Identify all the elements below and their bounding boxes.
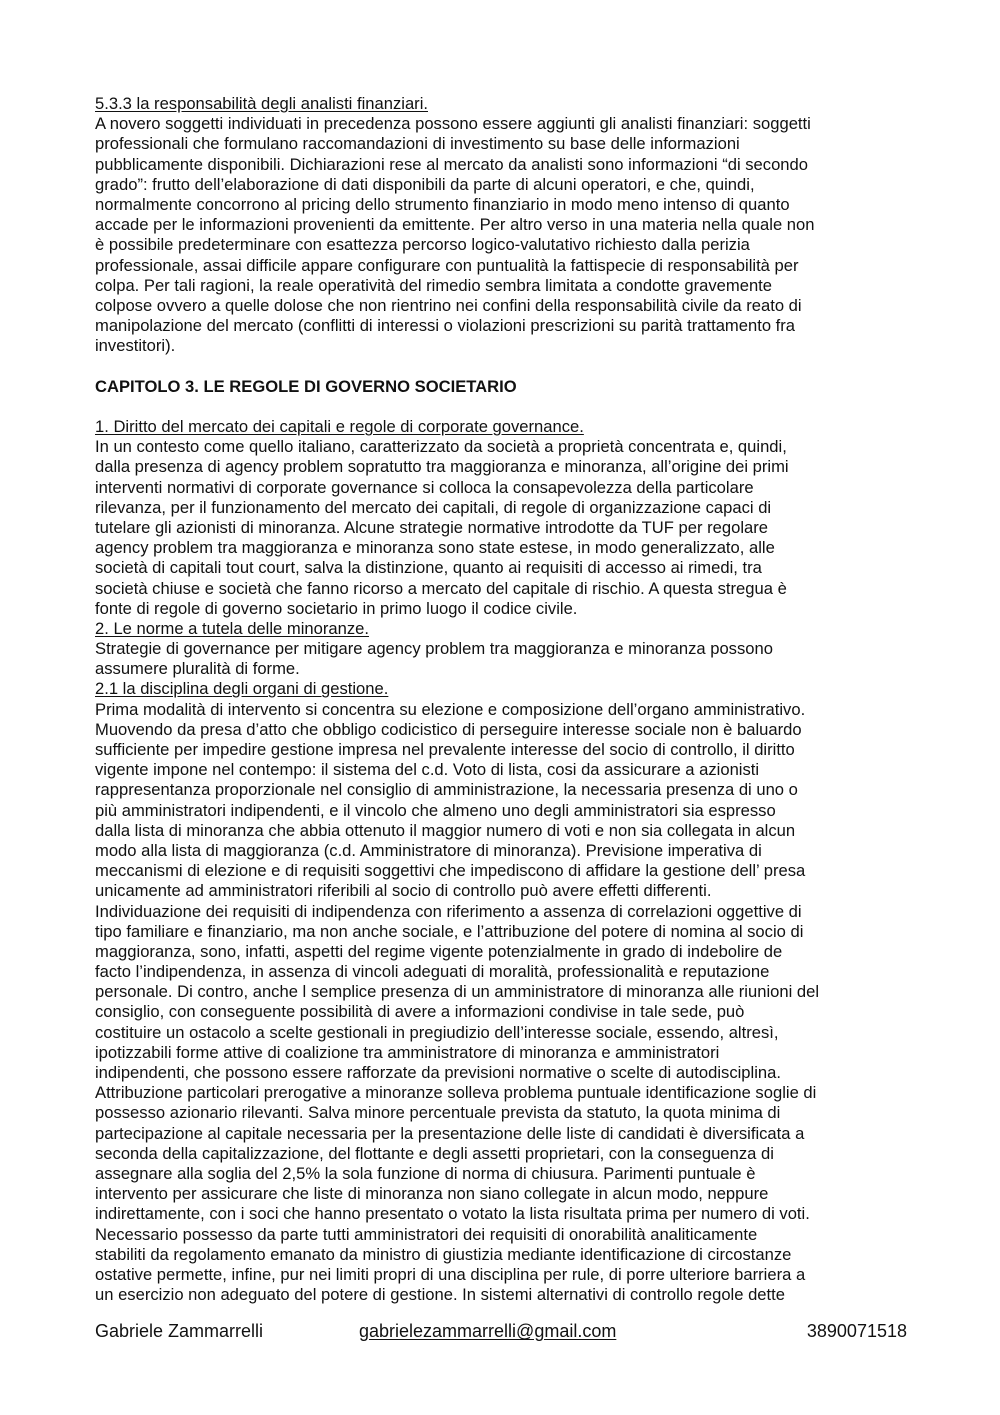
text-line: consiglio, con conseguente possibilità di avere a informazioni condivise in tale sede, può <box>95 1002 745 1022</box>
page-footer <box>95 1321 907 1345</box>
text-line: partecipazione al capitale necessaria per la presentazione delle liste di candidati è diversificata a <box>95 1123 805 1143</box>
text-line: rappresentanza proporzionale nel consiglio di amministrazione, la necessaria presenza di uno o <box>95 780 798 800</box>
text-line: professionali che formulano raccomandazioni di investimento su base delle informazioni <box>95 134 740 154</box>
text-line: manipolazione del mercato (conflitti di interessi o violazioni prescrizioni su parità trattamento fra <box>95 316 796 336</box>
text-line: sufficiente per impedire gestione impresa nel prevalente interesse del socio di controllo, il diritto <box>95 740 795 759</box>
text-line: un esercizio non adeguato del potere di gestione. In sistemi alternativi di controllo regole dette <box>95 1285 785 1305</box>
text-line: investitori). <box>95 336 176 356</box>
spacer <box>95 397 910 417</box>
text-line: indipendenti, che possono essere rafforzate da previsioni normative o scelte di autodisciplina. <box>95 1063 781 1082</box>
section-heading-1: 1. Diritto del mercato dei capitali e regole di corporate governance. <box>95 417 584 436</box>
text-line: grado”: frutto dell’elaborazione di dati disponibili da parte di alcuni operatori, e che, quindi, <box>95 174 755 194</box>
text-line: Attribuzione particolari prerogative a minoranze solleva problema puntuale identificazione soglie di <box>95 1083 817 1103</box>
spacer <box>95 356 910 376</box>
chapter-title: CAPITOLO 3. LE REGOLE DI GOVERNO SOCIETARIO <box>95 376 517 396</box>
text-line: più amministratori indipendenti, e il vincolo che almeno uno degli amministratori sia espresso <box>95 800 776 820</box>
text-line: stabiliti da regolamento emanato da ministro di giustizia mediante identificazione di circostanze <box>95 1244 792 1264</box>
text-line: seconda della capitalizzazione, del flottante e degli assetti proprietari, con la conseguenza di <box>95 1143 774 1163</box>
text-line: A novero soggetti individuati in precedenza possono essere aggiunti gli analisti finanziari: soggetti <box>95 114 811 134</box>
text-line: società di capitali tout court, salva la distinzione, quanto ai requisiti di accesso ai rimedi, tra <box>95 558 762 578</box>
text-line: ipotizzabili forme attive di coalizione tra amministratore di minoranza e amministratori <box>95 1042 720 1062</box>
text-line: pubblicamente disponibili. Dichiarazioni rese al mercato da analisti sono informazioni “di secondo <box>95 154 808 174</box>
text-line: maggioranza, sono, infatti, aspetti del regime vigente potenzialmente in grado di indebolire de <box>95 941 783 961</box>
text-line: Prima modalità di intervento si concentra su elezione e composizione dell’organo amministrativo. <box>95 699 806 719</box>
text-line: interventi normativi di corporate governance si colloca la consapevolezza della particolare <box>95 477 754 497</box>
text-line: tipo familiare e finanziario, ma non anche sociale, e l’attribuzione del potere di nomina al socio di <box>95 921 804 941</box>
text-line: dalla lista di minoranza che abbia ottenuto il maggior numero di voti e non sia collegata in alcun <box>95 820 796 840</box>
footer-phone-number: 3890071518 <box>806 1321 907 1341</box>
text-line: meccanismi di elezione e di requisiti soggettivi che impediscono di affidare la gestione dell’ presa <box>95 861 806 881</box>
text-line: colpose ovvero a quelle dolose che non rientrino nei confini della responsabilità civile da reato di <box>95 295 802 315</box>
text-line: normalmente concorrono al pricing dello strumento finanziario in modo meno intenso di quanto <box>95 194 790 214</box>
text-line: costituire un ostacolo a scelte gestionali in pregiudizio dell’interesse sociale, essendo, altresì, <box>95 1022 779 1042</box>
text-line: rilevanza, per il funzionamento del mercato dei capitali, di regole di organizzazione capaci di <box>95 497 772 517</box>
text-line: modo alla lista di maggioranza (c.d. Amministratore di minoranza). Previsione imperativa di <box>95 840 762 860</box>
text-line: accade per le informazioni provenienti da emittente. Per altro verso in una materia nella quale non <box>95 215 815 235</box>
section-1-text <box>95 437 910 619</box>
section-heading-5-3-3: 5.3.3 la responsabilità degli analisti finanziari. <box>95 94 428 113</box>
text-line: fonte di regole di governo societario in primo luogo il codice civile. <box>95 598 578 618</box>
section-5-3-3-text <box>95 114 910 356</box>
text-line: personale. Di contro, anche l semplice presenza di un amministratore di minoranza alle riunioni del <box>95 982 820 1002</box>
text-line: colpa. Per tali ragioni, la reale operatività del rimedio sembra limitata a condotte gravemente <box>95 275 773 295</box>
text-line: possesso azionario rilevanti. Salva minore percentuale prevista da statuto, la quota minima di <box>95 1103 781 1123</box>
text-line: Strategie di governance per mitigare agency problem tra maggioranza e minoranza possono <box>95 639 773 659</box>
text-line: assegnare alla soglia del 2,5% la sola funzione di norma di chiusura. Parimenti puntuale è <box>95 1163 756 1183</box>
text-line: dalla presenza di agency problem sopratutto tra maggioranza e minoranza, all’origine dei primi <box>95 457 789 477</box>
text-line: professionale, assai difficile appare configurare con puntualità la fattispecie di responsabilità per <box>95 255 799 275</box>
section-heading-2: 2. Le norme a tutela delle minoranze. <box>95 618 369 638</box>
text-line: assumere pluralità di forme. <box>95 659 300 679</box>
text-line: agency problem tra maggioranza e minoranza sono state estese, in modo generalizzato, alle <box>95 538 775 558</box>
text-line: vigente impone nel contempo: il sistema del c.d. Voto di lista, cosi da assicurare a azionisti <box>95 760 760 780</box>
footer-email-link[interactable]: gabrielezammarrelli@gmail.com <box>359 1321 617 1341</box>
text-line: è possibile predeterminare con esattezza percorso logico-valutativo richiesto dalla perizia <box>95 235 750 255</box>
section-2-1-text <box>95 700 910 1306</box>
text-line: Necessario possesso da parte tutti amministratori dei requisiti di onorabilità analiticamente <box>95 1224 758 1244</box>
text-line: intervento per assicurare che liste di minoranza non siano collegate in alcun modo, neppure <box>95 1184 769 1204</box>
text-line: unicamente ad amministratori riferibili al socio di controllo può avere effetti differenti. <box>95 881 712 901</box>
text-line: Individuazione dei requisiti di indipendenza con riferimento a assenza di correlazioni oggettive di <box>95 901 802 921</box>
section-2-text <box>95 639 910 679</box>
section-heading-2-1: 2.1 la disciplina degli organi di gestione. <box>95 679 389 699</box>
text-line: facto l’indipendenza, in assenza di vincoli adeguati di moralità, professionalità e reputazione <box>95 962 770 982</box>
text-line: In un contesto come quello italiano, caratterizzato da società a proprietà concentrata e, quindi, <box>95 437 787 457</box>
footer-author-name: Gabriele Zammarrelli <box>95 1321 264 1341</box>
text-line: tutelare gli azionisti di minoranza. Alcune strategie normative introdotte da TUF per regolare <box>95 517 769 537</box>
text-line: società chiuse e società che fanno ricorso a mercato del capitale di rischio. A questa stregua è <box>95 578 787 598</box>
text-line: Muovendo da presa d’atto che obbligo codicistico di perseguire interesse sociale non è baluardo <box>95 719 802 739</box>
text-line: ostative permette, infine, pur nei limiti propri di una disciplina per rule, di porre ulteriore barriera a <box>95 1264 806 1284</box>
document-body <box>95 94 910 1305</box>
text-line: indirettamente, con i soci che hanno presentato o votato la lista risultata prima per numero di voti. <box>95 1204 810 1224</box>
